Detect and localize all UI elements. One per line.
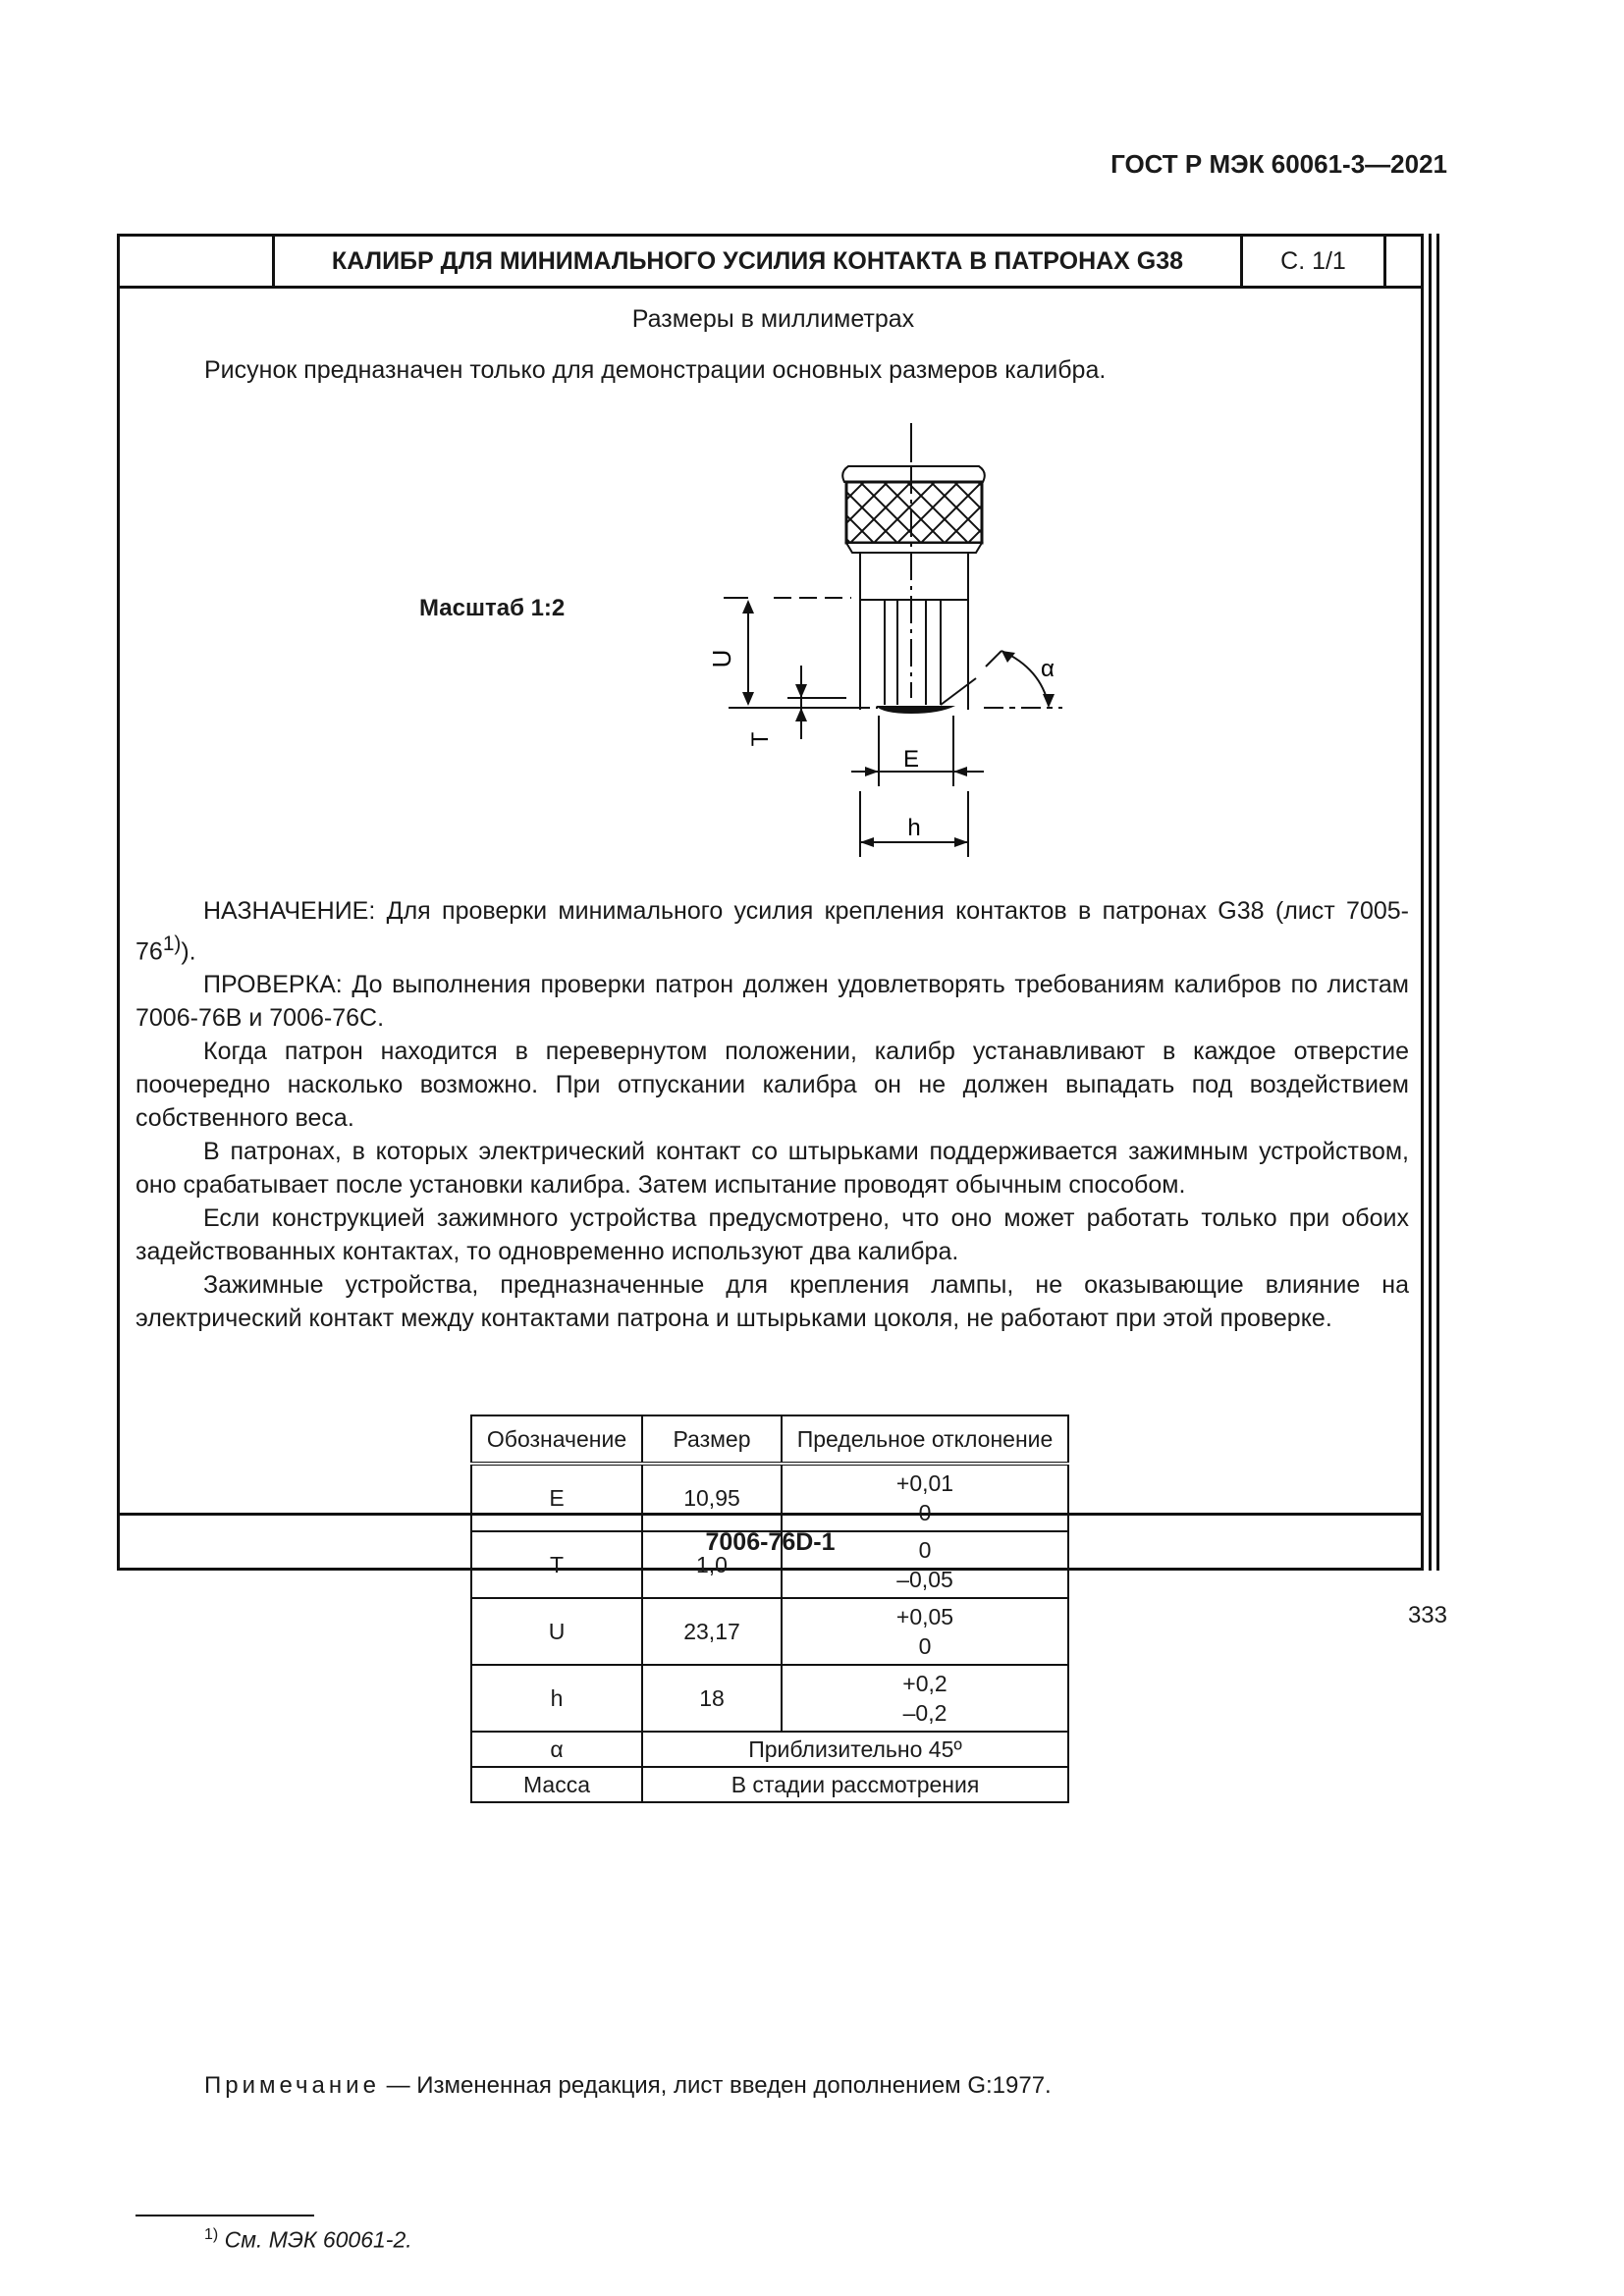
tolerance-lower: –0,05	[896, 1567, 953, 1592]
paragraph-procedure: Когда патрон находится в перевернутом положении, калибр устанавливают в каждое отверстие поочередно насколько возможно. При отпускании калибра он не должен выпадать под воздействием собственного веса.	[135, 1038, 1409, 1133]
sheet-code-block	[120, 1513, 1421, 1568]
frame-double-line	[1436, 234, 1439, 1571]
paragraph-clamping: В патронах, в которых электрический контакт со штырьками поддерживается зажимным устройством, оно срабатывает после установки калибра. Затем испытание проводят обычным способом.	[135, 1138, 1409, 1200]
paragraph-text: НАЗНАЧЕНИЕ: Для проверки минимального усилия крепления контактов в патронах G38 (лист 7005-76	[135, 897, 1409, 966]
label-E: E	[902, 746, 920, 773]
paragraph-purpose	[135, 894, 1409, 968]
tolerance-upper: +0,01	[895, 1470, 954, 1496]
dimension-E	[851, 716, 984, 786]
label-T: T	[747, 731, 774, 747]
size-cell: 18	[642, 1665, 782, 1732]
footnote	[204, 2226, 412, 2254]
symbol-cell: E	[471, 1464, 642, 1531]
footnote-ref: 1)	[162, 933, 182, 955]
footnote-separator	[135, 2215, 314, 2216]
table-row-alpha	[471, 1732, 1068, 1767]
tolerance-upper: 0	[918, 1537, 932, 1563]
sheet-title: КАЛИБР ДЛЯ МИНИМАЛЬНОГО УСИЛИЯ КОНТАКТА В ПАТРОНАХ G38	[331, 247, 1184, 275]
size-cell: 23,17	[642, 1598, 782, 1665]
dimension-h	[860, 791, 968, 857]
paragraph-check: ПРОВЕРКА: До выполнения проверки патрон должен удовлетворять требованиям калибров по листам 7006-76B и 7006-76C.	[135, 971, 1409, 1033]
units-note: Размеры в миллиметрах	[631, 305, 915, 333]
footnote-marker: 1)	[204, 2226, 219, 2243]
tolerance-cell	[782, 1598, 1068, 1665]
symbol-cell: T	[471, 1531, 642, 1598]
symbol-cell: h	[471, 1665, 642, 1732]
gauge-drawing	[120, 237, 1427, 924]
tolerance-upper: +0,2	[902, 1671, 947, 1696]
symbol-cell: Масса	[471, 1767, 642, 1802]
dimension-T	[747, 666, 846, 746]
dimension-U	[707, 598, 878, 708]
tolerance-lower: 0	[918, 1500, 932, 1525]
sheet-code: 7006-76D-1	[705, 1528, 836, 1556]
scale-label: Масштаб 1:2	[419, 595, 566, 621]
gauge-handle	[842, 466, 985, 553]
size-cell: 1,0	[642, 1531, 782, 1598]
column-header: Обозначение	[471, 1415, 642, 1464]
sheet-frame	[117, 234, 1424, 2253]
note-text: — Измененная редакция, лист введен дополнением G:1977.	[379, 2072, 1052, 2099]
document-standard-header: ГОСТ Р МЭК 60061-3—2021	[1110, 149, 1447, 179]
note-label: Примечание	[204, 2072, 380, 2099]
value-cell: В стадии рассмотрения	[642, 1767, 1068, 1802]
table-row-mass	[471, 1767, 1068, 1802]
label-U: U	[707, 649, 736, 668]
tolerance-lower: –0,2	[902, 1700, 947, 1726]
note	[204, 2072, 1052, 2100]
column-header: Размер	[642, 1415, 782, 1464]
table-row	[471, 1598, 1068, 1665]
footnote-text: См. МЭК 60061-2.	[218, 2226, 412, 2253]
size-cell: 10,95	[642, 1464, 782, 1531]
tolerance-upper: +0,05	[895, 1604, 954, 1629]
frame-double-line	[1429, 234, 1432, 1571]
page-number: 333	[1407, 1602, 1447, 1629]
paragraph-two-gauges: Если конструкцией зажимного устройства предусмотрено, что оно может работать только при обоих задействованных контактах, то одновременно используют два калибра.	[135, 1204, 1409, 1266]
value-cell: Приблизительно 45º	[642, 1732, 1068, 1767]
tolerance-lower: 0	[918, 1633, 932, 1659]
symbol-cell: α	[471, 1732, 642, 1767]
paragraph-text: ).	[181, 937, 196, 966]
column-header: Предельное отклонение	[782, 1415, 1068, 1464]
sheet-number: С. 1/1	[1280, 247, 1346, 275]
dimensions-table	[470, 1415, 1069, 1803]
paragraph-lamp-clamps: Зажимные устройства, предназначенные для крепления лампы, не оказывающие влияние на электрический контакт между контактами патрона и штырьками цоколя, не работают при этой проверке.	[135, 1271, 1409, 1333]
table-row	[471, 1665, 1068, 1732]
label-h: h	[907, 815, 921, 841]
dimension-alpha	[984, 651, 1062, 708]
symbol-cell: U	[471, 1598, 642, 1665]
gauge-body	[860, 553, 976, 714]
label-alpha: α	[1041, 656, 1055, 682]
body-text	[135, 894, 1409, 1335]
figure-note: Рисунок предназначен только для демонстрации основных размеров калибра.	[204, 356, 1107, 384]
table-header-row	[471, 1415, 1068, 1464]
tolerance-cell	[782, 1665, 1068, 1732]
